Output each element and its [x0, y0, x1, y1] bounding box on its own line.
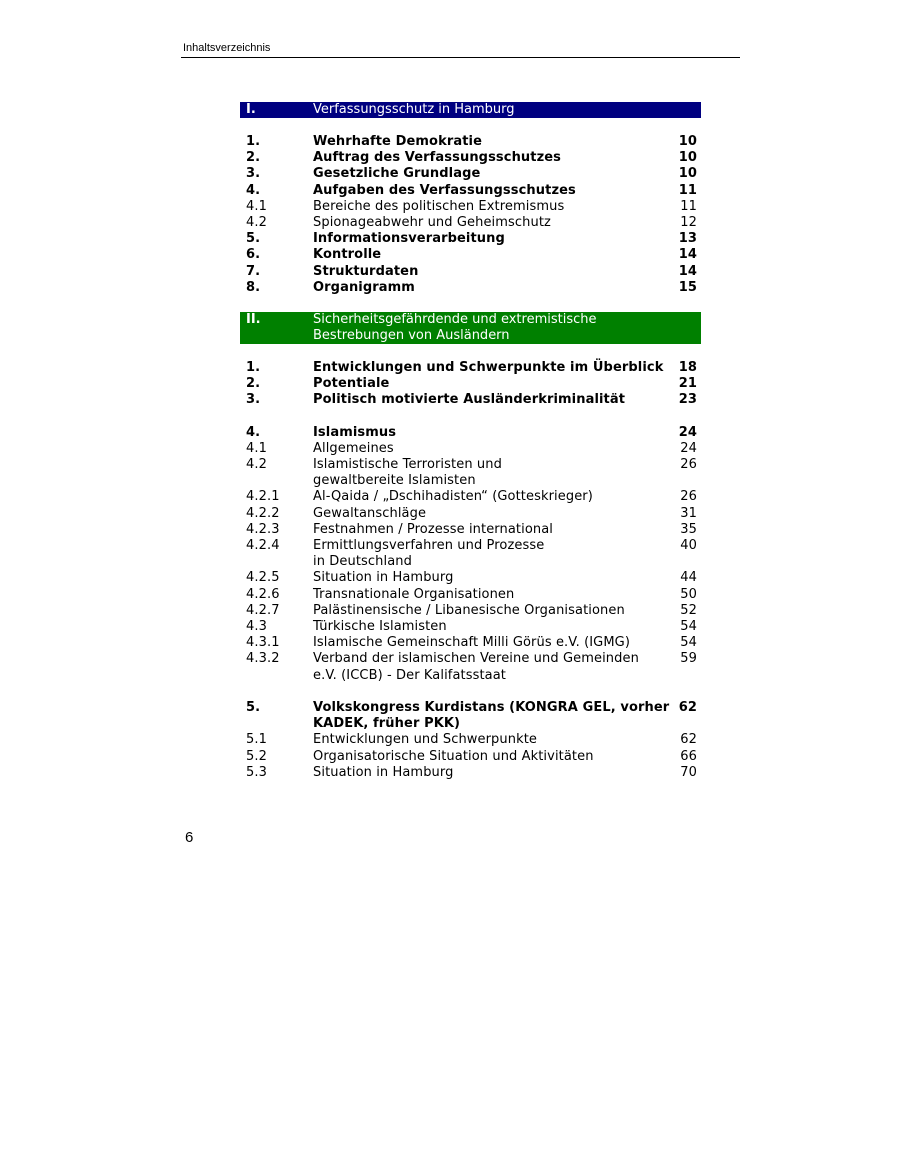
table-of-contents	[240, 102, 701, 781]
toc-entry[interactable]	[240, 619, 701, 635]
spacer	[240, 409, 701, 425]
toc-entry[interactable]	[240, 587, 701, 603]
toc-entry[interactable]	[240, 603, 701, 619]
section-heading-2[interactable]	[240, 312, 701, 344]
section-number: II.	[246, 312, 261, 328]
entry-page	[675, 473, 701, 489]
entry-page: 26	[680, 457, 697, 473]
entry-page: 66	[680, 748, 697, 764]
header-rule	[181, 57, 740, 58]
toc-entry-continuation[interactable]	[240, 554, 701, 570]
entry-page: 13	[678, 231, 697, 247]
entry-title: Allgemeines	[313, 440, 394, 456]
entry-page: 10	[678, 150, 697, 166]
entry-page: 54	[680, 619, 697, 635]
entry-number: 3.	[246, 166, 261, 182]
entry-title: Organigramm	[313, 279, 415, 295]
entry-page: 10	[678, 134, 697, 149]
entry-page: 59	[680, 651, 697, 667]
entry-title: Transnationale Organisationen	[313, 586, 515, 602]
page-number: 6	[185, 829, 194, 846]
entry-title: Spionageabwehr und Geheimschutz	[313, 215, 551, 231]
entry-page: 54	[680, 635, 697, 651]
toc-entry[interactable]	[240, 166, 701, 182]
entry-title: Türkische Islamisten	[313, 619, 447, 635]
entry-number: 5.	[246, 231, 261, 247]
section-title-line-1: Sicherheitsgefährdende und extremistische	[313, 312, 597, 328]
entry-page: 14	[678, 247, 697, 263]
entry-title: Ermittlungsverfahren und Prozesse	[313, 538, 545, 554]
entry-page: 44	[680, 570, 697, 586]
entry-number: 2.	[246, 150, 261, 166]
entry-page: 18	[678, 360, 697, 376]
entry-title: Situation in Hamburg	[313, 764, 454, 780]
entry-title: Gewaltanschläge	[313, 505, 427, 521]
entry-number: 4.1	[246, 198, 267, 214]
toc-entry[interactable]	[240, 231, 701, 247]
entry-page: 12	[680, 215, 697, 231]
entry-number: 4.	[246, 424, 261, 440]
entry-title: Politisch motivierte Ausländerkriminalität	[313, 392, 626, 408]
toc-entry[interactable]	[240, 538, 701, 554]
section-heading-1[interactable]	[240, 102, 701, 118]
toc-entry[interactable]	[240, 247, 701, 263]
toc-entry[interactable]	[240, 700, 701, 716]
entry-page: 11	[678, 182, 697, 198]
toc-entry[interactable]	[240, 199, 701, 215]
entry-number	[240, 473, 313, 489]
entry-title: in Deutschland	[313, 554, 412, 570]
entry-page: 24	[680, 440, 697, 456]
entry-page: 24	[678, 424, 697, 440]
toc-entry[interactable]	[240, 441, 701, 457]
entry-page: 11	[680, 198, 697, 214]
entry-title: Wehrhafte Demokratie	[313, 134, 483, 149]
entry-title: Verband der islamischen Vereine und Gemeinden	[313, 651, 639, 667]
toc-entry[interactable]	[240, 392, 701, 408]
entry-page: 50	[680, 586, 697, 602]
toc-entry[interactable]	[240, 457, 701, 473]
entry-number: 1.	[246, 360, 261, 376]
section-title: Verfassungsschutz in Hamburg	[313, 102, 515, 117]
entry-number: 4.2.5	[246, 570, 280, 586]
entry-title: e.V. (ICCB) - Der Kalifatsstaat	[313, 667, 507, 683]
entry-title: KADEK, früher PKK)	[313, 716, 461, 732]
toc-entry[interactable]	[240, 150, 701, 166]
entry-page: 40	[680, 538, 697, 554]
entry-number: 5.	[246, 699, 261, 715]
entry-title: Al-Qaida / „Dschihadisten“ (Gotteskrieger)	[313, 489, 593, 505]
entry-page: 31	[680, 505, 697, 521]
entry-number	[240, 716, 313, 732]
entry-title: Strukturdaten	[313, 263, 419, 279]
entry-page: 62	[678, 699, 697, 715]
entry-number: 4.1	[246, 440, 267, 456]
entry-page: 35	[680, 521, 697, 537]
toc-entry[interactable]	[240, 506, 701, 522]
toc-entry[interactable]	[240, 264, 701, 280]
entry-page: 70	[680, 764, 697, 780]
entry-number	[240, 668, 313, 684]
entry-page: 21	[678, 376, 697, 392]
entry-number: 5.3	[246, 764, 267, 780]
entry-title: Kontrolle	[313, 247, 382, 263]
spacer	[240, 684, 701, 700]
section-title-line-2: Bestrebungen von Ausländern	[313, 328, 510, 344]
entry-number: 4.2.4	[246, 538, 280, 554]
toc-block	[240, 700, 701, 781]
entry-title: Volkskongress Kurdistans (KONGRA GEL, vorher	[313, 699, 670, 715]
entry-number: 4.2	[246, 215, 267, 231]
running-header: Inhaltsverzeichnis	[183, 42, 271, 54]
entry-title: Islamische Gemeinschaft Milli Görüs e.V. (IGMG)	[313, 635, 631, 651]
entry-page: 14	[678, 263, 697, 279]
entry-title: Festnahmen / Prozesse international	[313, 521, 553, 537]
entry-title: Organisatorische Situation und Aktivitäten	[313, 748, 594, 764]
toc-entry[interactable]	[240, 215, 701, 231]
toc-block	[240, 425, 701, 684]
toc-entry-continuation[interactable]	[240, 473, 701, 489]
entry-page: 52	[680, 602, 697, 618]
toc-entry[interactable]	[240, 489, 701, 505]
entry-title: Islamistische Terroristen und	[313, 457, 502, 473]
toc-entry[interactable]	[240, 635, 701, 651]
entry-number: 2.	[246, 376, 261, 392]
entry-number: 4.3.2	[246, 651, 280, 667]
entry-title: Informationsverarbeitung	[313, 231, 505, 247]
entry-title: Auftrag des Verfassungsschutzes	[313, 150, 562, 166]
entry-number: 4.2.7	[246, 602, 280, 618]
toc-entry-continuation[interactable]	[240, 716, 701, 732]
entry-number: 4.2.1	[246, 489, 280, 505]
entry-title: Gesetzliche Grundlage	[313, 166, 481, 182]
entry-page: 23	[678, 392, 697, 408]
entry-title: Entwicklungen und Schwerpunkte	[313, 732, 538, 748]
entry-number: 4.	[246, 182, 261, 198]
entry-number	[240, 554, 313, 570]
toc-entry[interactable]	[240, 376, 701, 392]
entry-number: 4.2.6	[246, 586, 280, 602]
spacer	[240, 296, 701, 312]
spacer	[240, 118, 701, 134]
toc-entry-continuation[interactable]	[240, 668, 701, 684]
entry-number: 4.2.2	[246, 505, 280, 521]
toc-block	[240, 360, 701, 409]
spacer	[240, 344, 701, 360]
entry-title: Palästinensische / Libanesische Organisationen	[313, 602, 625, 618]
toc-entry[interactable]	[240, 732, 701, 748]
toc-entry[interactable]	[240, 425, 701, 441]
entry-page: 26	[680, 489, 697, 505]
entry-number: 8.	[246, 279, 261, 295]
entry-page: 15	[678, 279, 697, 295]
entry-number: 5.1	[246, 732, 267, 748]
entry-number: 5.2	[246, 748, 267, 764]
toc-entry[interactable]	[240, 749, 701, 765]
toc-entry[interactable]	[240, 570, 701, 586]
entry-title: Bereiche des politischen Extremismus	[313, 198, 565, 214]
entry-title: gewaltbereite Islamisten	[313, 473, 476, 489]
entry-page: 62	[680, 732, 697, 748]
entry-page: 10	[678, 166, 697, 182]
entry-number: 4.3.1	[246, 635, 280, 651]
toc-entry[interactable]	[240, 360, 701, 376]
entry-page	[675, 668, 701, 684]
entry-number: 4.2.3	[246, 521, 280, 537]
toc-entry[interactable]	[240, 280, 701, 296]
toc-block	[240, 134, 701, 296]
entry-title: Entwicklungen und Schwerpunkte im Überblick	[313, 360, 664, 376]
entry-title: Aufgaben des Verfassungsschutzes	[313, 182, 576, 198]
entry-title: Potentiale	[313, 376, 390, 392]
toc-entry[interactable]	[240, 765, 701, 781]
toc-entry[interactable]	[240, 183, 701, 199]
toc-entry[interactable]	[240, 522, 701, 538]
entry-page	[675, 554, 701, 570]
entry-title: Situation in Hamburg	[313, 570, 454, 586]
entry-number: 7.	[246, 263, 261, 279]
toc-entry[interactable]	[240, 134, 701, 150]
entry-number: 6.	[246, 247, 261, 263]
entry-number: 4.2	[246, 457, 267, 473]
entry-page	[675, 716, 701, 732]
toc-entry[interactable]	[240, 651, 701, 667]
entry-number: 3.	[246, 392, 261, 408]
entry-number: 1.	[246, 134, 261, 149]
entry-number: 4.3	[246, 619, 267, 635]
entry-title: Islamismus	[313, 424, 397, 440]
section-number: I.	[246, 102, 256, 117]
